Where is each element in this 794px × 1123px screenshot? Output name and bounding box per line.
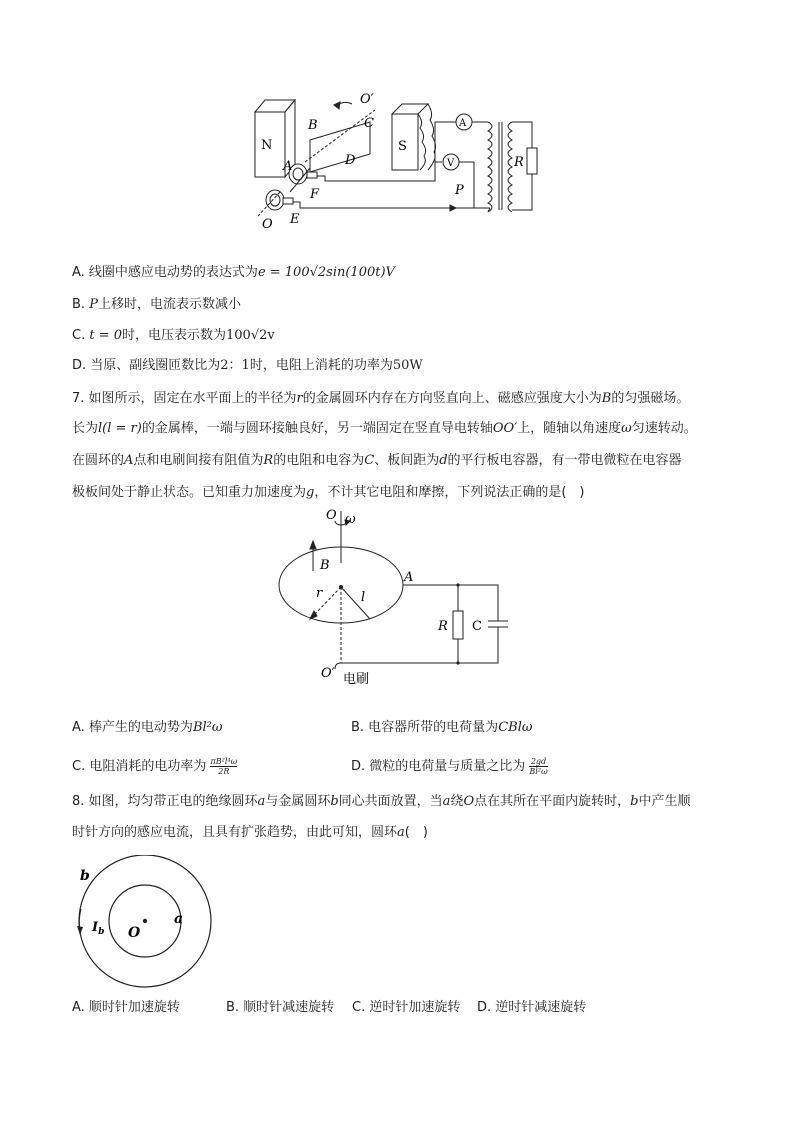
label-B: B <box>308 118 318 133</box>
label-b: b <box>80 868 90 884</box>
q7-stem-line-4: 极板间处于静止状态。已知重力加速度为g，不计其它电阻和摩擦，下列说法正确的是( ) <box>72 485 585 500</box>
q6-option-a[interactable]: A. 线圈中感应电动势的表达式为e = 100√2sin(100t)V <box>72 265 395 280</box>
label-P: P <box>455 183 464 198</box>
q7-option-c[interactable]: C. 电阻消耗的电功率为 $\frac{\text{πB²l⁴ω}}{2R}$ <box>72 757 238 776</box>
q7-stem-line-3: 在圆环的A点和电刷间接有阻值为R的电阻和电容为C、板间距为d的平行板电容器，有一带电微粒在电容器 <box>72 453 682 468</box>
q8-stem-line-2: 时针方向的感应电流，且具有扩张趋势，由此可知，圆环a( ) <box>72 825 428 840</box>
label-R: R <box>514 155 524 170</box>
label-R: R <box>438 619 448 634</box>
q7-stem-line-1: 7. 如图所示，固定在水平面上的半径为r的金属圆环内存在方向竖直向上、磁感应强度大小为B的匀强磁场。 <box>72 391 690 406</box>
label-omega: ω <box>345 512 356 527</box>
label-r: r <box>316 586 323 601</box>
q8-option-d[interactable]: D. 逆时针减速旋转 <box>477 1000 587 1015</box>
ammeter-label: A <box>459 118 467 129</box>
label-O: O <box>128 925 141 941</box>
label-O-prime: O′ <box>321 666 335 681</box>
label-A: A <box>283 159 293 174</box>
label-S: S <box>398 139 407 154</box>
label-C: C <box>472 619 482 634</box>
label-a: a <box>174 911 184 927</box>
q8-option-a[interactable]: A. 顺时针加速旋转 <box>72 1000 180 1015</box>
rotating-rod-figure <box>270 503 530 688</box>
label-E: E <box>290 212 300 227</box>
q8-option-b[interactable]: B. 顺时针减速旋转 <box>226 1000 335 1015</box>
generator-transformer-figure <box>250 92 550 232</box>
concentric-rings-figure <box>70 855 230 990</box>
label-D: D <box>345 153 356 168</box>
label-C: C <box>364 116 374 131</box>
q7-option-b[interactable]: B. 电容器所带的电荷量为CBlω <box>351 720 533 735</box>
q7-option-a[interactable]: A. 棒产生的电动势为Bl²ω <box>72 720 223 735</box>
q8-stem-line-1: 8. 如图，均匀带正电的绝缘圆环a与金属圆环b同心共面放置，当a绕O点在其所在平面内旋转时，b中产生顺 <box>72 794 691 809</box>
label-O: O <box>326 508 337 523</box>
label-l: l <box>361 590 366 605</box>
q8-option-c[interactable]: C. 逆时针加速旋转 <box>352 1000 461 1015</box>
label-O-prime: O′ <box>360 92 374 107</box>
label-A: A <box>404 570 414 585</box>
q7-stem-line-2: 长为l(l = r)的金属棒，一端与圆环接触良好，另一端固定在竖直导电转轴OO′上，随轴以角速度ω匀速转动。 <box>72 421 697 436</box>
label-brush: 电刷 <box>343 672 370 687</box>
label-O: O <box>262 217 273 232</box>
q7-option-d[interactable]: D. 微粒的电荷量与质量之比为 $\frac{2gd}{\text{Bl²ω}}$ <box>351 757 548 776</box>
q6-option-b[interactable]: B. P上移时，电流表示数减小 <box>72 297 241 312</box>
q6-option-c[interactable]: C. t = 0时，电压表示数为100√2v <box>72 328 275 343</box>
label-Ib: $I_b$ <box>92 920 105 937</box>
label-N: N <box>261 138 273 153</box>
label-F: F <box>310 187 320 202</box>
label-B: B <box>320 558 330 573</box>
voltmeter-label: V <box>447 158 455 169</box>
q6-option-d[interactable]: D. 当原、副线圈匝数比为2：1时，电阻上消耗的功率为50W <box>72 358 423 373</box>
